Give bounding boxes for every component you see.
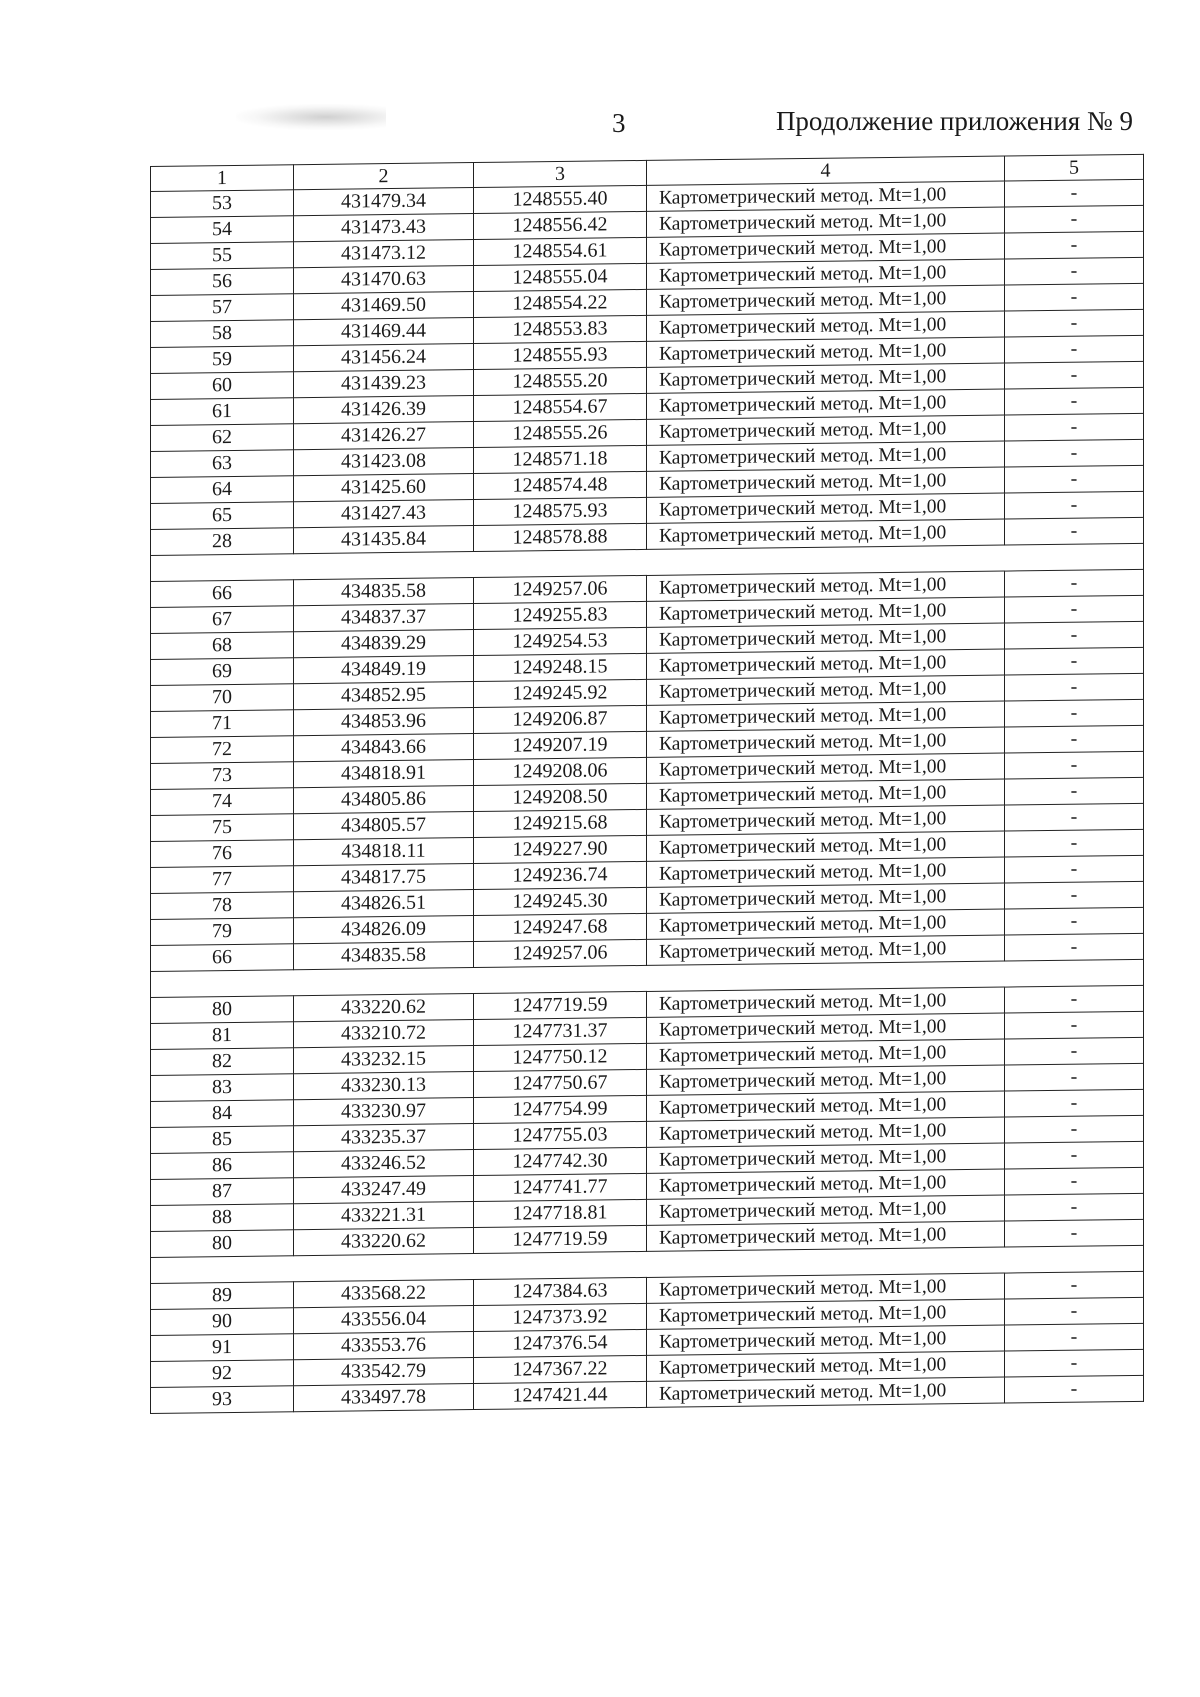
point-number-cell: 81 (151, 1022, 294, 1050)
note-cell: - (1005, 413, 1144, 441)
note-cell: - (1005, 1193, 1144, 1221)
point-number-cell: 59 (151, 346, 294, 374)
y-coordinate-cell: 1247719.59 (474, 1225, 647, 1253)
x-coordinate-cell: 431435.84 (294, 526, 474, 554)
y-coordinate-cell: 1247741.77 (474, 1173, 647, 1201)
x-coordinate-cell: 431456.24 (294, 344, 474, 372)
x-coordinate-cell: 434852.95 (294, 682, 474, 710)
x-coordinate-cell: 434818.91 (294, 760, 474, 788)
method-cell: Картометрический метод. Mt=1,00 (647, 571, 1005, 601)
y-coordinate-cell: 1248555.40 (474, 185, 647, 213)
method-cell: Картометрический метод. Mt=1,00 (647, 441, 1005, 471)
y-coordinate-cell: 1249207.19 (474, 731, 647, 759)
point-number-cell: 85 (151, 1126, 294, 1154)
y-coordinate-cell: 1248554.22 (474, 289, 647, 317)
y-coordinate-cell: 1247719.59 (474, 991, 647, 1019)
point-number-cell: 65 (151, 502, 294, 530)
method-cell: Картометрический метод. Mt=1,00 (647, 493, 1005, 523)
y-coordinate-cell: 1248578.88 (474, 523, 647, 551)
y-coordinate-cell: 1249215.68 (474, 809, 647, 837)
scan-smudge (236, 104, 386, 130)
x-coordinate-cell: 434853.96 (294, 708, 474, 736)
note-cell: - (1005, 907, 1144, 935)
y-coordinate-cell: 1247755.03 (474, 1121, 647, 1149)
method-cell: Картометрический метод. Mt=1,00 (647, 1299, 1005, 1329)
method-cell: Картометрический метод. Mt=1,00 (647, 1013, 1005, 1043)
x-coordinate-cell: 431473.43 (294, 214, 474, 242)
x-coordinate-cell: 431479.34 (294, 188, 474, 216)
method-cell: Картометрический метод. Mt=1,00 (647, 233, 1005, 263)
method-cell: Картометрический метод. Mt=1,00 (647, 181, 1005, 211)
point-number-cell: 86 (151, 1152, 294, 1180)
note-cell: - (1005, 283, 1144, 311)
y-coordinate-cell: 1249255.83 (474, 601, 647, 629)
note-cell: - (1005, 1011, 1144, 1039)
x-coordinate-cell: 433210.72 (294, 1020, 474, 1048)
note-cell: - (1005, 725, 1144, 753)
note-cell: - (1005, 1089, 1144, 1117)
x-coordinate-cell: 434805.86 (294, 786, 474, 814)
column-header: 3 (474, 160, 647, 187)
column-header: 4 (647, 156, 1005, 185)
x-coordinate-cell: 433232.15 (294, 1046, 474, 1074)
method-cell: Картометрический метод. Mt=1,00 (647, 779, 1005, 809)
point-number-cell: 88 (151, 1204, 294, 1232)
method-cell: Картометрический метод. Mt=1,00 (647, 857, 1005, 887)
x-coordinate-cell: 433235.37 (294, 1124, 474, 1152)
note-cell: - (1005, 1297, 1144, 1325)
method-cell: Картометрический метод. Mt=1,00 (647, 1091, 1005, 1121)
note-cell: - (1005, 465, 1144, 493)
point-number-cell: 57 (151, 294, 294, 322)
note-cell: - (1005, 231, 1144, 259)
y-coordinate-cell: 1249247.68 (474, 913, 647, 941)
point-number-cell: 76 (151, 840, 294, 868)
point-number-cell: 74 (151, 788, 294, 816)
y-coordinate-cell: 1247731.37 (474, 1017, 647, 1045)
note-cell: - (1005, 595, 1144, 623)
point-number-cell: 82 (151, 1048, 294, 1076)
column-header: 1 (151, 165, 294, 192)
point-number-cell: 55 (151, 242, 294, 270)
point-number-cell: 89 (151, 1282, 294, 1310)
x-coordinate-cell: 433246.52 (294, 1150, 474, 1178)
y-coordinate-cell: 1247384.63 (474, 1277, 647, 1305)
column-header: 2 (294, 163, 474, 190)
y-coordinate-cell: 1247373.92 (474, 1303, 647, 1331)
method-cell: Картометрический метод. Mt=1,00 (647, 467, 1005, 497)
y-coordinate-cell: 1248553.83 (474, 315, 647, 343)
method-cell: Картометрический метод. Mt=1,00 (647, 389, 1005, 419)
x-coordinate-cell: 434817.75 (294, 864, 474, 892)
method-cell: Картометрический метод. Mt=1,00 (647, 701, 1005, 731)
method-cell: Картометрический метод. Mt=1,00 (647, 1195, 1005, 1225)
method-cell: Картометрический метод. Mt=1,00 (647, 415, 1005, 445)
point-number-cell: 83 (151, 1074, 294, 1102)
note-cell: - (1005, 335, 1144, 363)
y-coordinate-cell: 1248555.93 (474, 341, 647, 369)
page-number: 3 (612, 108, 626, 138)
x-coordinate-cell: 431426.39 (294, 396, 474, 424)
y-coordinate-cell: 1249227.90 (474, 835, 647, 863)
method-cell: Картометрический метод. Mt=1,00 (647, 649, 1005, 679)
coordinates-table (150, 154, 1144, 1414)
x-coordinate-cell: 434826.51 (294, 890, 474, 918)
x-coordinate-cell: 433497.78 (294, 1384, 474, 1412)
note-cell: - (1005, 1271, 1144, 1299)
note-cell: - (1005, 621, 1144, 649)
method-cell: Картометрический метод. Mt=1,00 (647, 1039, 1005, 1069)
note-cell: - (1005, 309, 1144, 337)
point-number-cell: 92 (151, 1360, 294, 1388)
y-coordinate-cell: 1248554.67 (474, 393, 647, 421)
point-number-cell: 56 (151, 268, 294, 296)
method-cell: Картометрический метод. Mt=1,00 (647, 363, 1005, 393)
x-coordinate-cell: 431473.12 (294, 240, 474, 268)
y-coordinate-cell: 1249208.06 (474, 757, 647, 785)
method-cell: Картометрический метод. Mt=1,00 (647, 1351, 1005, 1381)
point-number-cell: 72 (151, 736, 294, 764)
point-number-cell: 90 (151, 1308, 294, 1336)
point-number-cell: 73 (151, 762, 294, 790)
x-coordinate-cell: 434849.19 (294, 656, 474, 684)
note-cell: - (1005, 751, 1144, 779)
note-cell: - (1005, 1037, 1144, 1065)
point-number-cell: 87 (151, 1178, 294, 1206)
method-cell: Картометрический метод. Mt=1,00 (647, 259, 1005, 289)
y-coordinate-cell: 1247750.12 (474, 1043, 647, 1071)
note-cell: - (1005, 673, 1144, 701)
method-cell: Картометрический метод. Mt=1,00 (647, 1065, 1005, 1095)
x-coordinate-cell: 433556.04 (294, 1306, 474, 1334)
method-cell: Картометрический метод. Mt=1,00 (647, 675, 1005, 705)
x-coordinate-cell: 431425.60 (294, 474, 474, 502)
note-cell: - (1005, 647, 1144, 675)
x-coordinate-cell: 434835.58 (294, 578, 474, 606)
x-coordinate-cell: 433553.76 (294, 1332, 474, 1360)
y-coordinate-cell: 1248555.04 (474, 263, 647, 291)
column-header: 5 (1005, 154, 1144, 181)
x-coordinate-cell: 431439.23 (294, 370, 474, 398)
note-cell: - (1005, 1219, 1144, 1247)
method-cell: Картометрический метод. Mt=1,00 (647, 207, 1005, 237)
note-cell: - (1005, 1349, 1144, 1377)
note-cell: - (1005, 439, 1144, 467)
note-cell: - (1005, 387, 1144, 415)
point-number-cell: 63 (151, 450, 294, 478)
note-cell: - (1005, 1323, 1144, 1351)
point-number-cell: 80 (151, 1230, 294, 1258)
y-coordinate-cell: 1248574.48 (474, 471, 647, 499)
note-cell: - (1005, 933, 1144, 961)
point-number-cell: 70 (151, 684, 294, 712)
method-cell: Картометрический метод. Mt=1,00 (647, 1169, 1005, 1199)
note-cell: - (1005, 205, 1144, 233)
y-coordinate-cell: 1248575.93 (474, 497, 647, 525)
page-heading: Продолжение приложения № 9 (775, 106, 1133, 136)
y-coordinate-cell: 1248571.18 (474, 445, 647, 473)
note-cell: - (1005, 1141, 1144, 1169)
method-cell: Картометрический метод. Mt=1,00 (647, 1377, 1005, 1407)
method-cell: Картометрический метод. Mt=1,00 (647, 1221, 1005, 1251)
note-cell: - (1005, 699, 1144, 727)
note-cell: - (1005, 361, 1144, 389)
y-coordinate-cell: 1247754.99 (474, 1095, 647, 1123)
point-number-cell: 91 (151, 1334, 294, 1362)
method-cell: Картометрический метод. Mt=1,00 (647, 519, 1005, 549)
point-number-cell: 75 (151, 814, 294, 842)
note-cell: - (1005, 491, 1144, 519)
method-cell: Картометрический метод. Mt=1,00 (647, 831, 1005, 861)
point-number-cell: 60 (151, 372, 294, 400)
method-cell: Картометрический метод. Mt=1,00 (647, 1273, 1005, 1303)
note-cell: - (1005, 881, 1144, 909)
y-coordinate-cell: 1249245.92 (474, 679, 647, 707)
y-coordinate-cell: 1247718.81 (474, 1199, 647, 1227)
y-coordinate-cell: 1249257.06 (474, 575, 647, 603)
y-coordinate-cell: 1247376.54 (474, 1329, 647, 1357)
point-number-cell: 71 (151, 710, 294, 738)
method-cell: Картометрический метод. Mt=1,00 (647, 1117, 1005, 1147)
y-coordinate-cell: 1249257.06 (474, 939, 647, 967)
method-cell: Картометрический метод. Mt=1,00 (647, 805, 1005, 835)
x-coordinate-cell: 433542.79 (294, 1358, 474, 1386)
method-cell: Картометрический метод. Mt=1,00 (647, 1143, 1005, 1173)
y-coordinate-cell: 1248554.61 (474, 237, 647, 265)
method-cell: Картометрический метод. Mt=1,00 (647, 623, 1005, 653)
x-coordinate-cell: 431470.63 (294, 266, 474, 294)
y-coordinate-cell: 1247421.44 (474, 1381, 647, 1409)
point-number-cell: 69 (151, 658, 294, 686)
point-number-cell: 66 (151, 580, 294, 608)
y-coordinate-cell: 1249206.87 (474, 705, 647, 733)
y-coordinate-cell: 1248555.26 (474, 419, 647, 447)
point-number-cell: 84 (151, 1100, 294, 1128)
point-number-cell: 80 (151, 996, 294, 1024)
point-number-cell: 61 (151, 398, 294, 426)
point-number-cell: 58 (151, 320, 294, 348)
point-number-cell: 78 (151, 892, 294, 920)
x-coordinate-cell: 433247.49 (294, 1176, 474, 1204)
point-number-cell: 67 (151, 606, 294, 634)
x-coordinate-cell: 431469.50 (294, 292, 474, 320)
note-cell: - (1005, 1063, 1144, 1091)
point-number-cell: 64 (151, 476, 294, 504)
x-coordinate-cell: 431469.44 (294, 318, 474, 346)
note-cell: - (1005, 1167, 1144, 1195)
point-number-cell: 79 (151, 918, 294, 946)
method-cell: Картометрический метод. Mt=1,00 (647, 987, 1005, 1017)
y-coordinate-cell: 1247367.22 (474, 1355, 647, 1383)
y-coordinate-cell: 1248555.20 (474, 367, 647, 395)
x-coordinate-cell: 431426.27 (294, 422, 474, 450)
y-coordinate-cell: 1247750.67 (474, 1069, 647, 1097)
x-coordinate-cell: 434826.09 (294, 916, 474, 944)
x-coordinate-cell: 433230.97 (294, 1098, 474, 1126)
point-number-cell: 53 (151, 190, 294, 218)
x-coordinate-cell: 434818.11 (294, 838, 474, 866)
y-coordinate-cell: 1249245.30 (474, 887, 647, 915)
note-cell: - (1005, 1375, 1144, 1403)
note-cell: - (1005, 517, 1144, 545)
point-number-cell: 93 (151, 1386, 294, 1414)
x-coordinate-cell: 433220.62 (294, 994, 474, 1022)
x-coordinate-cell: 433221.31 (294, 1202, 474, 1230)
point-number-cell: 54 (151, 216, 294, 244)
x-coordinate-cell: 434805.57 (294, 812, 474, 840)
method-cell: Картометрический метод. Mt=1,00 (647, 753, 1005, 783)
x-coordinate-cell: 431427.43 (294, 500, 474, 528)
note-cell: - (1005, 855, 1144, 883)
note-cell: - (1005, 985, 1144, 1013)
method-cell: Картометрический метод. Mt=1,00 (647, 597, 1005, 627)
x-coordinate-cell: 434839.29 (294, 630, 474, 658)
method-cell: Картометрический метод. Mt=1,00 (647, 1325, 1005, 1355)
method-cell: Картометрический метод. Mt=1,00 (647, 285, 1005, 315)
x-coordinate-cell: 433220.62 (294, 1228, 474, 1256)
table-body (151, 154, 1144, 1413)
x-coordinate-cell: 434835.58 (294, 942, 474, 970)
y-coordinate-cell: 1248556.42 (474, 211, 647, 239)
x-coordinate-cell: 434837.37 (294, 604, 474, 632)
method-cell: Картометрический метод. Mt=1,00 (647, 337, 1005, 367)
note-cell: - (1005, 829, 1144, 857)
x-coordinate-cell: 433568.22 (294, 1280, 474, 1308)
note-cell: - (1005, 777, 1144, 805)
note-cell: - (1005, 1115, 1144, 1143)
point-number-cell: 62 (151, 424, 294, 452)
y-coordinate-cell: 1249236.74 (474, 861, 647, 889)
method-cell: Картометрический метод. Mt=1,00 (647, 311, 1005, 341)
y-coordinate-cell: 1249208.50 (474, 783, 647, 811)
point-number-cell: 66 (151, 944, 294, 972)
point-number-cell: 28 (151, 528, 294, 556)
method-cell: Картометрический метод. Mt=1,00 (647, 883, 1005, 913)
x-coordinate-cell: 431423.08 (294, 448, 474, 476)
note-cell: - (1005, 257, 1144, 285)
point-number-cell: 77 (151, 866, 294, 894)
y-coordinate-cell: 1249248.15 (474, 653, 647, 681)
method-cell: Картометрический метод. Mt=1,00 (647, 935, 1005, 965)
note-cell: - (1005, 803, 1144, 831)
y-coordinate-cell: 1247742.30 (474, 1147, 647, 1175)
note-cell: - (1005, 179, 1144, 207)
method-cell: Картометрический метод. Mt=1,00 (647, 909, 1005, 939)
y-coordinate-cell: 1249254.53 (474, 627, 647, 655)
x-coordinate-cell: 433230.13 (294, 1072, 474, 1100)
x-coordinate-cell: 434843.66 (294, 734, 474, 762)
note-cell: - (1005, 569, 1144, 597)
method-cell: Картометрический метод. Mt=1,00 (647, 727, 1005, 757)
point-number-cell: 68 (151, 632, 294, 660)
